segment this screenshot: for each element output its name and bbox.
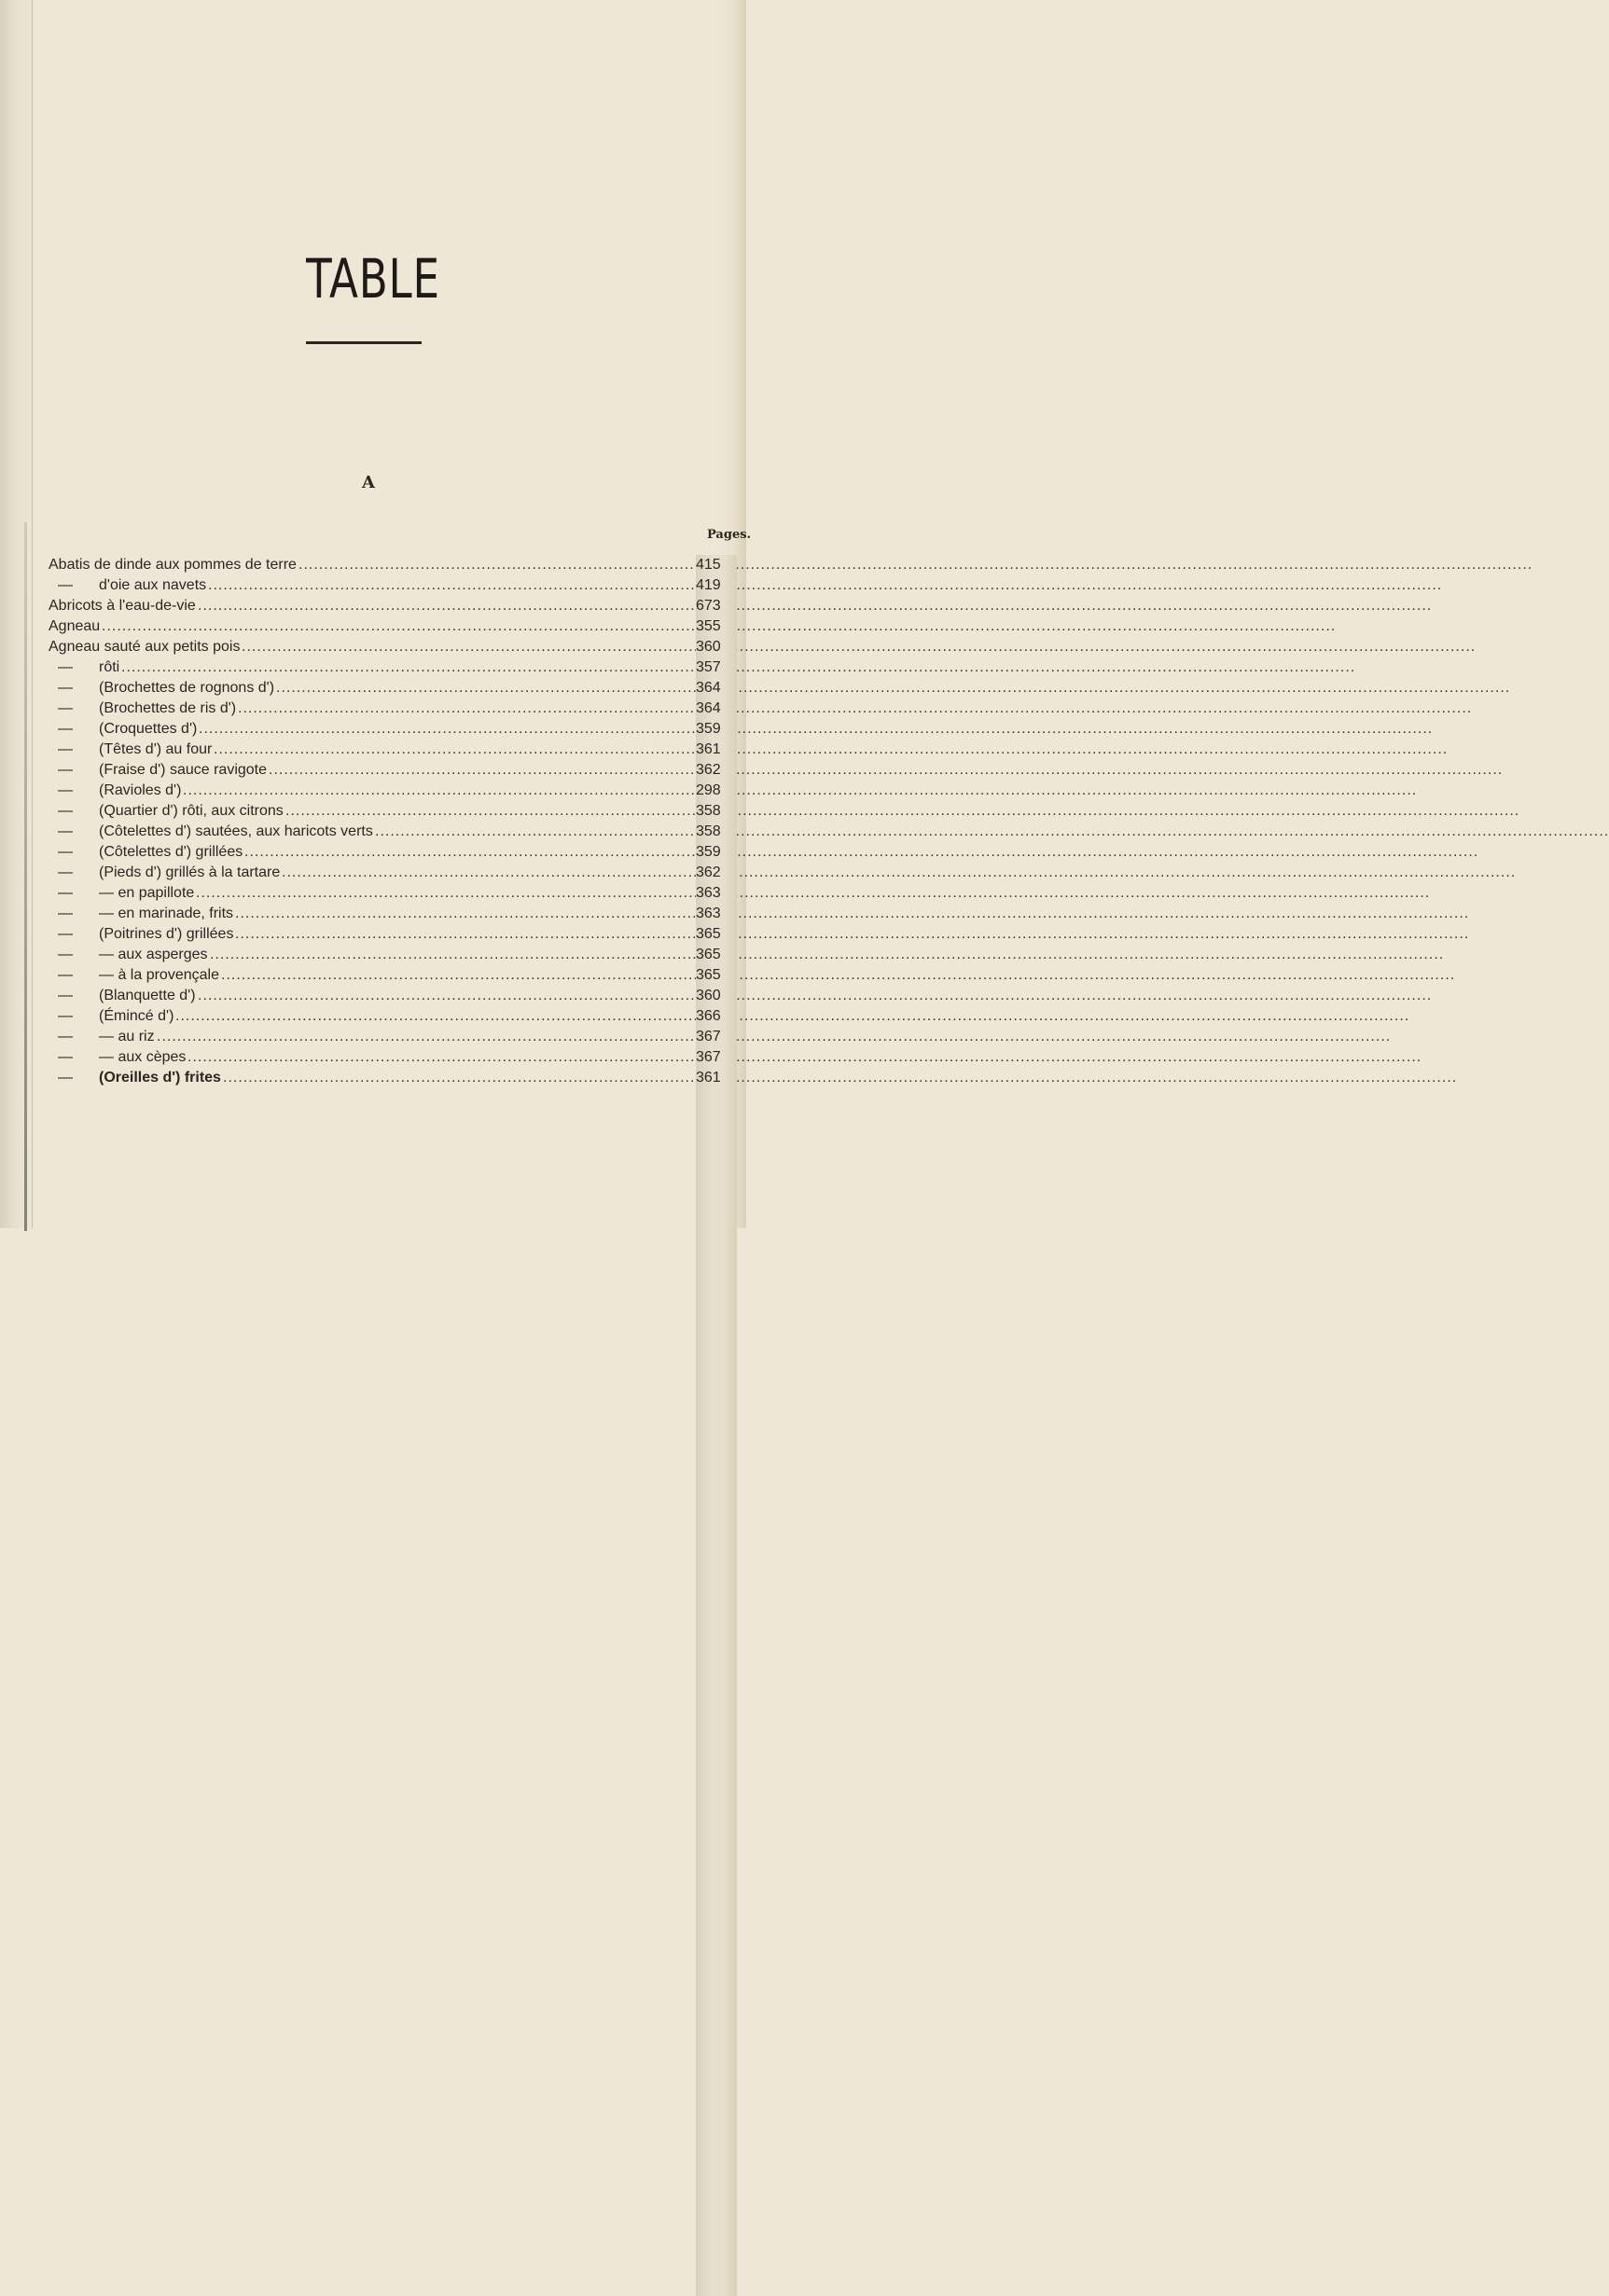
dot-leader <box>175 1006 692 1027</box>
entry-title: — en marinade, frits <box>99 906 234 921</box>
entry-page-number: 360 <box>696 986 737 2214</box>
entry-title: — au riz <box>99 1029 155 1044</box>
entry-dash: — <box>58 947 73 962</box>
entry-dash: — <box>58 577 73 593</box>
entry-page-number: 355 <box>696 616 737 1845</box>
entry-dash: — <box>58 721 73 737</box>
entry-dash: — <box>58 803 73 819</box>
entry-dash: — <box>58 823 73 839</box>
index-entry <box>0 740 746 760</box>
entry-title: (Pieds d') grillés à la tartare <box>99 864 281 880</box>
entry-dash: — <box>58 762 73 778</box>
entry-page-number: 358 <box>696 822 737 2050</box>
index-entry <box>0 555 746 575</box>
entry-dash: — <box>58 741 73 757</box>
entry-page-number: 364 <box>696 698 737 1927</box>
entry-page-number: 357 <box>696 657 737 1886</box>
index-entry <box>0 698 746 719</box>
page-title: TABLE <box>306 247 440 311</box>
section-letter: A <box>362 473 375 492</box>
entry-dash: — <box>58 782 73 798</box>
entry-dash: — <box>58 844 73 860</box>
entry-title: Abricots à l'eau-de-vie <box>49 598 196 614</box>
entry-dash: — <box>58 659 73 675</box>
entry-title: rôti <box>99 659 120 675</box>
index-entry <box>0 1047 746 1068</box>
dot-leader <box>199 719 692 740</box>
entry-dash: — <box>58 864 73 880</box>
entry-title: (Émincé d') <box>99 1008 174 1024</box>
entry-page-number: 359 <box>696 842 737 2070</box>
dot-leader <box>276 678 692 698</box>
entry-page-number: 361 <box>696 1068 737 2296</box>
entry-title: (Fraise d') sauce ravigote <box>99 762 268 778</box>
dot-leader <box>221 965 692 986</box>
entry-title: (Quartier d') rôti, aux citrons <box>99 803 284 819</box>
dot-leader <box>187 1047 692 1068</box>
index-entry <box>0 781 746 801</box>
entry-dash: — <box>58 988 73 1003</box>
dot-leader <box>102 616 692 637</box>
entry-page-number: 359 <box>696 719 737 1947</box>
entry-page-number: 363 <box>696 883 737 2111</box>
index-entry <box>0 883 746 904</box>
title-rule <box>306 341 422 344</box>
dot-leader <box>235 924 692 945</box>
entry-page-number: 367 <box>696 1027 737 2255</box>
index-entry <box>0 822 746 842</box>
entry-dash: — <box>58 885 73 901</box>
index-entry <box>0 760 746 781</box>
entry-title: — aux asperges <box>99 947 208 962</box>
entry-dash: — <box>58 967 73 983</box>
entry-title: (Croquettes d') <box>99 721 198 737</box>
index-entry <box>0 678 746 698</box>
entry-page-number: 415 <box>696 555 737 1783</box>
dot-leader <box>238 698 692 719</box>
entry-title: Agneau sauté aux petits pois <box>49 639 241 655</box>
index-entry <box>0 1006 746 1027</box>
index-entry <box>0 863 746 883</box>
entry-title: (Oreilles d') frites <box>99 1070 221 1086</box>
index-entry <box>0 924 746 945</box>
entry-dash: — <box>58 926 73 942</box>
entry-page-number: 362 <box>696 863 737 2091</box>
entry-page-number: 367 <box>696 1047 737 2275</box>
dot-leader <box>269 760 692 781</box>
dot-leader <box>235 904 692 924</box>
entry-page-number: 419 <box>696 575 737 1804</box>
dot-leader <box>198 596 692 616</box>
pages-column-header: Pages. <box>707 528 752 542</box>
entry-dash: — <box>58 1008 73 1024</box>
dot-leader <box>198 986 692 1006</box>
entry-dash: — <box>58 906 73 921</box>
entry-dash: — <box>58 680 73 696</box>
dot-leader <box>196 883 692 904</box>
entry-title: (Poitrines d') grillées <box>99 926 234 942</box>
index-entry <box>0 801 746 822</box>
dot-leader <box>285 801 692 822</box>
entry-page-number: 298 <box>696 781 737 2009</box>
index-entry <box>0 1068 746 1088</box>
dot-leader <box>242 637 692 657</box>
entry-title: — en papillote <box>99 885 195 901</box>
dot-leader <box>183 781 692 801</box>
entry-page-number: 365 <box>696 945 737 2173</box>
entry-dash: — <box>58 1049 73 1065</box>
index-entry <box>0 842 746 863</box>
entry-dash: — <box>58 1029 73 1044</box>
dot-leader <box>157 1027 692 1047</box>
entry-page-number: 362 <box>696 760 737 1988</box>
entry-page-number: 366 <box>696 1006 737 2234</box>
entry-page-number: 360 <box>696 637 737 1865</box>
entry-title: (Têtes d') au four <box>99 741 213 757</box>
entry-title: d'oie aux navets <box>99 577 207 593</box>
dot-leader <box>375 822 692 842</box>
entry-page-number: 673 <box>696 596 737 1824</box>
entry-title: (Côtelettes d') sautées, aux haricots verts <box>99 823 373 839</box>
index-entry <box>0 575 746 596</box>
entry-title: (Blanquette d') <box>99 988 196 1003</box>
entry-title: (Brochettes de ris d') <box>99 700 237 716</box>
dot-leader <box>223 1068 692 1088</box>
book-page <box>0 0 752 1228</box>
index-entry <box>0 719 746 740</box>
entry-title: (Brochettes de rognons d') <box>99 680 275 696</box>
index-entry <box>0 1027 746 1047</box>
dot-leader <box>208 575 692 596</box>
entry-page-number: 358 <box>696 801 737 2029</box>
index-entry <box>0 904 746 924</box>
entry-title: — aux cèpes <box>99 1049 187 1065</box>
entry-page-number: 365 <box>696 924 737 2152</box>
index-entry <box>0 945 746 965</box>
index-entry <box>0 657 746 678</box>
entry-title: (Ravioles d') <box>99 782 182 798</box>
entry-page-number: 363 <box>696 904 737 2132</box>
entry-title: (Côtelettes d') grillées <box>99 844 243 860</box>
entry-title: Agneau <box>49 618 101 634</box>
dot-leader <box>298 555 692 575</box>
dot-leader <box>282 863 692 883</box>
dot-leader <box>210 945 692 965</box>
index-entry <box>0 986 746 1006</box>
entry-title: — à la provençale <box>99 967 219 983</box>
entry-dash: — <box>58 1070 73 1086</box>
entry-dash: — <box>58 700 73 716</box>
entry-title: Abatis de dinde aux pommes de terre <box>49 557 297 573</box>
entry-page-number: 361 <box>696 740 737 1968</box>
dot-leader <box>121 657 692 678</box>
dot-leader <box>214 740 692 760</box>
dot-leader <box>244 842 692 863</box>
index-entry <box>0 637 746 657</box>
index-entry <box>0 596 746 616</box>
index-entry <box>0 965 746 986</box>
entry-page-number: 364 <box>696 678 737 1906</box>
index-entry <box>0 616 746 637</box>
entry-page-number: 365 <box>696 965 737 2193</box>
